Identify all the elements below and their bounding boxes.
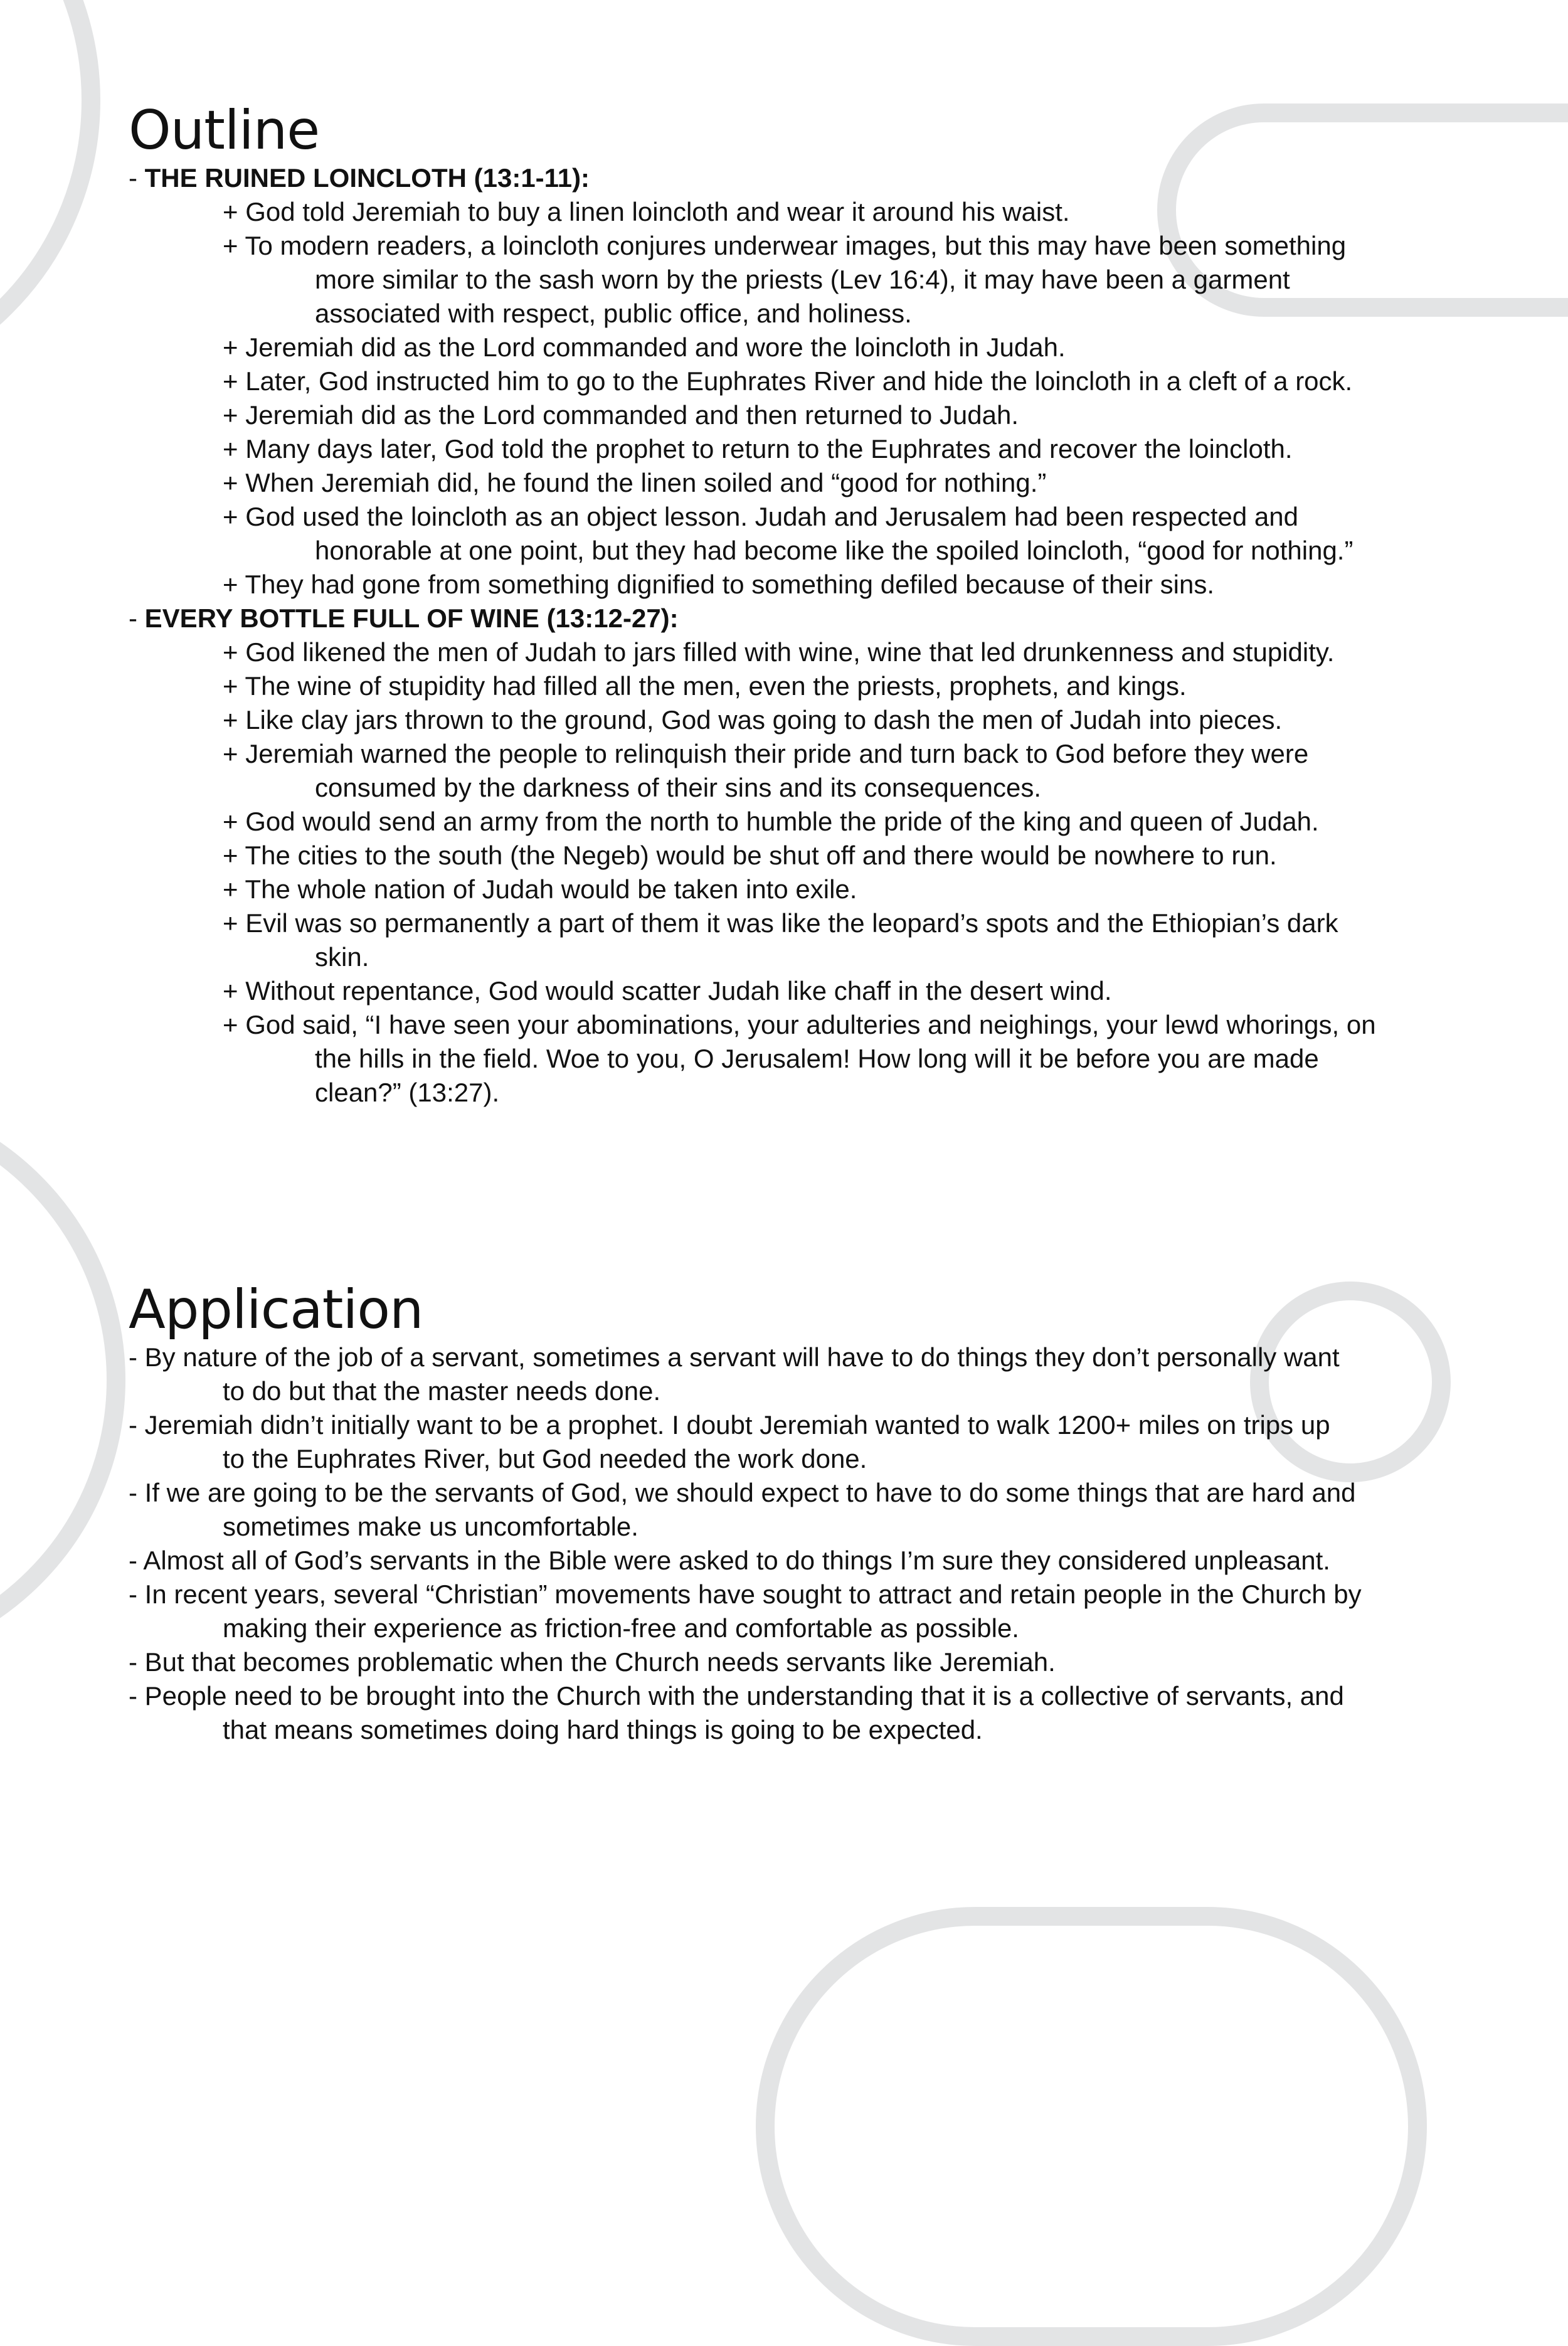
application-point-continuation: to the Euphrates River, but God needed the work done. (223, 1444, 867, 1473)
application-point: - If we are going to be the servants of God, we should expect to have to do some things that are hard and (129, 1478, 1356, 1507)
outline-bullet: + God likened the men of Judah to jars filled with wine, wine that led drunkenness and stupidity. (223, 637, 1335, 667)
application-point: - By nature of the job of a servant, sometimes a servant will have to do things they don’t personally want (129, 1342, 1340, 1372)
outline-bullet: + Many days later, God told the prophet to return to the Euphrates and recover the loincloth. (223, 434, 1293, 464)
outline-bullet: + Without repentance, God would scatter Judah like chaff in the desert wind. (223, 976, 1112, 1006)
outline-bullet: + The cities to the south (the Negeb) would be shut off and there would be nowhere to run. (223, 841, 1277, 870)
document-body (129, 99, 1452, 1747)
outline-bullet: + Later, God instructed him to go to the Euphrates River and hide the loincloth in a cleft of a rock. (223, 366, 1353, 396)
outline-bullet: + To modern readers, a loincloth conjures underwear images, but this may have been something (223, 231, 1347, 260)
section-spacer (129, 1110, 1452, 1283)
section-heading-text: THE RUINED LOINCLOTH (13:1-11): (144, 163, 590, 193)
application-point: - People need to be brought into the Church with the understanding that it is a collective of servants, and (129, 1681, 1344, 1711)
application-title: Application (129, 1278, 423, 1341)
heading-dash: - (129, 163, 145, 193)
outline-section-heading (129, 602, 1452, 635)
outline-section-heading (129, 161, 1452, 195)
outline-bullet: + God used the loincloth as an object lesson. Judah and Jerusalem had been respected and (223, 502, 1299, 531)
outline-bullet: + Evil was so permanently a part of them it was like the leopard’s spots and the Ethiopian’s dark (223, 908, 1338, 938)
outline-bullet: + The whole nation of Judah would be taken into exile. (223, 874, 857, 904)
outline-title: Outline (129, 99, 320, 162)
decorative-arc-top-left (0, 0, 100, 401)
application-point: - But that becomes problematic when the Church needs servants like Jeremiah. (129, 1647, 1056, 1677)
outline-bullet-continuation: associated with respect, public office, and holiness. (315, 299, 912, 328)
outline-bullet-continuation: the hills in the field. Woe to you, O Jerusalem! How long will it be before you are made (315, 1044, 1319, 1073)
decorative-pill-bottom (756, 1907, 1427, 2346)
outline-bullet-continuation: honorable at one point, but they had become like the spoiled loincloth, “good for nothing.” (315, 536, 1353, 565)
outline-bullet-continuation: more similar to the sash worn by the priests (Lev 16:4), it may have been a garment (315, 265, 1290, 294)
outline-bullet: + God told Jeremiah to buy a linen loincloth and wear it around his waist. (223, 197, 1070, 226)
outline-bullet: + They had gone from something dignified to something defiled because of their sins. (223, 570, 1215, 599)
outline-bullet: + Jeremiah did as the Lord commanded and then returned to Judah. (223, 400, 1019, 430)
application-point-continuation: making their experience as friction-free and comfortable as possible. (223, 1613, 1019, 1643)
decorative-arc-mid-left (0, 1091, 125, 1669)
outline-bullet-continuation: skin. (315, 942, 369, 972)
application-point: - In recent years, several “Christian” movements have sought to attract and retain people in the Church by (129, 1579, 1362, 1609)
section-heading-text: EVERY BOTTLE FULL OF WINE (13:12-27): (144, 603, 679, 633)
application-point: - Almost all of God’s servants in the Bible were asked to do things I’m sure they considered unpleasant. (129, 1546, 1330, 1575)
outline-bullet: + The wine of stupidity had filled all the men, even the priests, prophets, and kings. (223, 671, 1187, 701)
outline-bullet-continuation: clean?” (13:27). (315, 1078, 500, 1107)
heading-dash: - (129, 603, 145, 633)
outline-bullet: + Jeremiah warned the people to relinquish their pride and turn back to God before they were (223, 739, 1309, 768)
application-point-continuation: to do but that the master needs done. (223, 1376, 661, 1406)
application-point-continuation: sometimes make us uncomfortable. (223, 1512, 638, 1541)
outline-bullet: + God said, “I have seen your abominations, your adulteries and neighings, your lewd whorings, on (223, 1010, 1376, 1039)
outline-bullet: + Jeremiah did as the Lord commanded and wore the loincloth in Judah. (223, 332, 1066, 362)
outline-bullet-continuation: consumed by the darkness of their sins and its consequences. (315, 773, 1041, 802)
outline-bullet: + Like clay jars thrown to the ground, God was going to dash the men of Judah into pieces. (223, 705, 1283, 735)
outline-bullet: + When Jeremiah did, he found the linen soiled and “good for nothing.” (223, 468, 1047, 497)
outline-bullet: + God would send an army from the north to humble the pride of the king and queen of Judah. (223, 807, 1319, 836)
application-point: - Jeremiah didn’t initially want to be a prophet. I doubt Jeremiah wanted to walk 1200+ miles on trips up (129, 1410, 1330, 1440)
application-point-continuation: that means sometimes doing hard things is going to be expected. (223, 1715, 983, 1744)
